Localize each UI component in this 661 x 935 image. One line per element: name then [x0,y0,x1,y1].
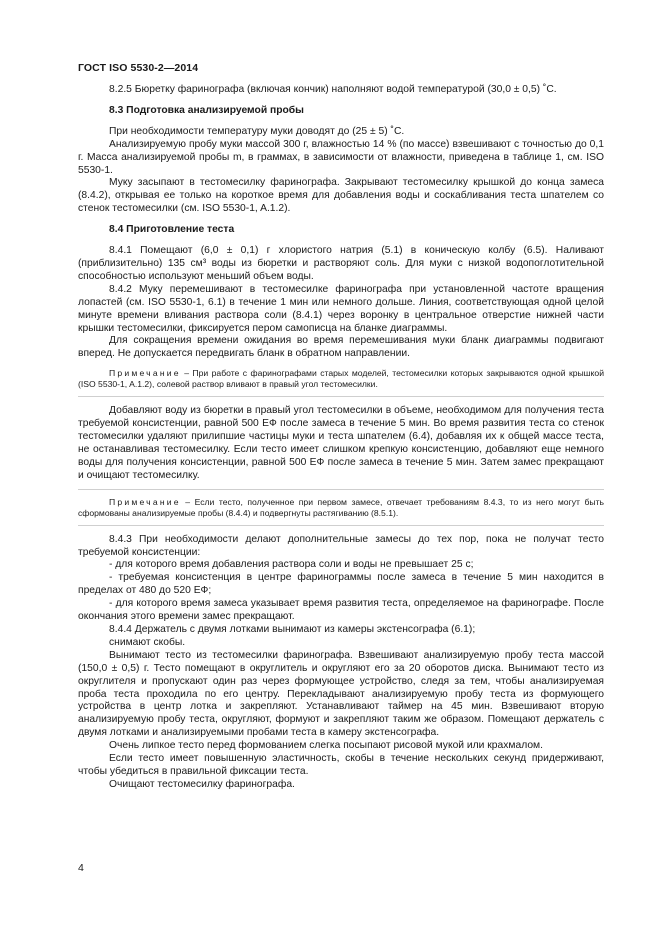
note-paragraph [78,497,604,519]
paragraph: Очищают тестомесилку фаринографа. [109,778,295,790]
paragraph-8-4-4: 8.4.4 Держатель с двумя лотками вынимают из камеры экстенсографа (6.1); [109,624,476,635]
section-heading-8-3: 8.3 Подготовка анализируемой пробы [109,104,304,116]
paragraph: При необходимости температуру муки доводят до (25 ± 5) ˚C. [109,125,405,137]
note-paragraph [78,368,604,390]
note-label: Примечание [109,496,181,507]
paragraph: Очень липкое тесто перед формованием слегка посыпают рисовой мукой или крахмалом. [109,740,543,752]
paragraph-8-4-1: 8.4.1 Помещают (6,0 ± 0,1) г хлористого натрия (5.1) в коническую колбу (6.5). Наливают (приблизительно) 135 см³ воды из бюретки и растворяют соль. Для муки с низкой водопоглотительной способностью используют меньший объем воды. [78,245,604,282]
list-item: - требуемая консистенция в центре фаринограммы после замеса в течение 5 мин находится в пределах от 480 до 520 ЕФ; [78,572,604,597]
paragraph: снимают скобы. [109,636,186,648]
paragraph: Анализируемую пробу муки массой 300 г, влажностью 14 % (по массе) взвешивают с точностью до 0,1 г. Масса анализируемой пробы m, в граммах, в зависимости от влажности, приведена в таблице 1, см. ISO 5530-1. [78,138,604,176]
paragraph-8-4-2: 8.4.2 Муку перемешивают в тестомесилке фаринографа при установленной частоте вращения лопастей (см. ISO 5530-1, 6.1) в течение 1 мин или немного дольше. Линия, соответствующая одной целой минуте времени вливания раствора соли (8.4.1) через воронку в центральное отверстие нижней части крышки тестомесилки, фиксируется пером самописца на бланке диаграммы. [78,283,604,334]
page-number: 4 [78,862,84,874]
note-text: – Если тесто, полученное при первом замесе, отвечает требованиям 8.4.3, то из него могут быть сформованы анализируемые пробы (8.4.4) и подвергнуты растягиванию (8.5.1). [78,496,604,518]
note-text: – При работе с фаринографами старых моделей, тестомесилки которых закрываются одной крышкой (ISO 5530-1, A.1.2), солевой раствор вливают в правый угол тестомесилки. [78,368,604,390]
section-heading-8-4: 8.4 Приготовление теста [109,224,235,236]
divider [78,489,604,490]
list-item: - для которого время добавления раствора соли и воды не превышает 25 с; [109,559,474,571]
paragraph-8-2-5: 8.2.5 Бюретку фаринографа (включая кончик) наполняют водой температурой (30,0 ± 0,5) ˚C. [109,84,557,95]
paragraph: Добавляют воду из бюретки в правый угол тестомесилки в объеме, необходимом для получения теста требуемой консистенции, равной 500 ЕФ после замеса в течение 5 мин. Во время развития теста со стенок тестомесилки удаляют прилипшие частицы муки и теста шпателем (6.4), добавляя их к общей массе теста, не останавливая тестомесилку. Если тесто имеет слишком крепкую консистенцию, добавляют еще немного воды для получения консистенции, равной 500 ЕФ после замеса в течение 5 мин. Затем замес прекращают и очищают тестомесилку. [78,405,604,481]
paragraph-8-4-3: 8.4.3 При необходимости делают дополнительные замесы до тех пор, пока не получат тесто требуемой консистенции: [78,533,604,558]
note-label: Примечание [109,368,181,379]
document-header: ГОСТ ISO 5530-2—2014 [78,62,199,74]
document-body [78,84,604,792]
paragraph: Для сокращения времени ожидания во время перемешивания муки бланк диаграммы подвигают вперед. Не допускается передвигать бланк в обратном направлении. [78,335,604,360]
paragraph: Вынимают тесто из тестомесилки фаринографа. Взвешивают анализируемую пробу теста массой (150,0 ± 0,5) г. Тесто помещают в округлитель и округляют его за 20 оборотов диска. Вынимают тесто из округлителя и пропускают один раз через формующее устройство, следя за тем, чтобы анализируемая проба теста проходила по его центру. Перекладывают анализируемую пробу теста из формующего устройства в центр лотка и закрепляют. Устанавливают таймер на 45 мин. Взвешивают вторую анализируемую пробу теста, округляют, формуют и закрепляют таким же образом. Помещают держатель с двумя лотками и анализируемыми пробами теста в камеру экстенсографа. [78,649,604,739]
paragraph: Муку засыпают в тестомесилку фаринографа. Закрывают тестомесилку крышкой до конца замеса (8.4.2), открывая ее только на короткое время для добавления воды и соскабливания теста шпателем со стенок тестомесилки (см. ISO 5530-1, A.1.2). [78,177,604,215]
list-item: - для которого время замеса указывает время развития теста, определяемое на фаринографе. После окончания этого времени замес прекращают. [78,598,604,623]
divider [78,525,604,526]
paragraph: Если тесто имеет повышенную эластичность, скобы в течение нескольких секунд придерживают, чтобы убедиться в правильной фиксации теста. [78,753,604,777]
divider [78,396,604,397]
